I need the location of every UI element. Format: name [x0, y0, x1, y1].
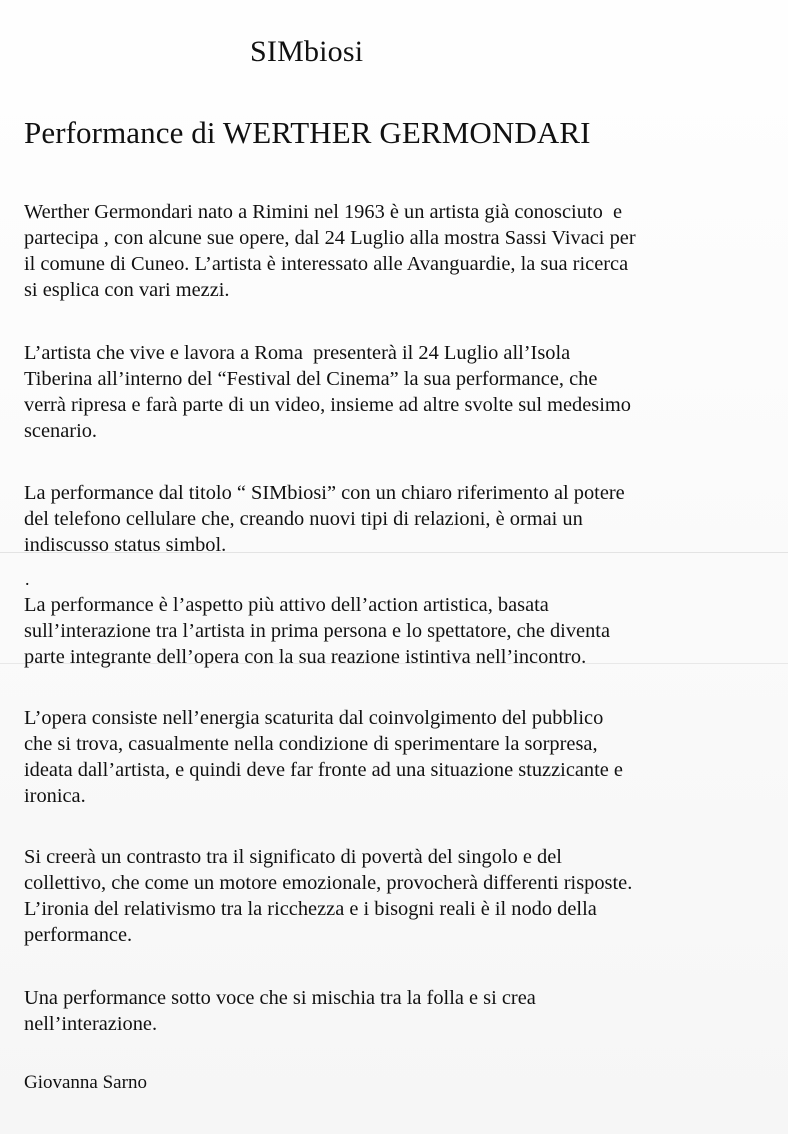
paragraph-6	[24, 844, 772, 948]
paragraph-line: indiscusso status simbol.	[24, 534, 227, 556]
paragraph-2	[24, 340, 772, 444]
paragraph-line: L’artista che vive e lavora a Roma presenterà il 24 Luglio all’Isola	[24, 342, 571, 364]
paragraph-line: parte integrante dell’opera con la sua reazione istintiva nell’incontro.	[24, 646, 587, 668]
paragraph-line: del telefono cellulare che, creando nuovi tipi di relazioni, è ormai un	[24, 508, 583, 530]
document-subtitle: Performance di WERTHER GERMONDARI	[24, 115, 591, 150]
stray-mark: .	[25, 569, 30, 589]
paragraph-line: L’ironia del relativismo tra la ricchezza e i bisogni reali è il nodo della	[24, 898, 597, 920]
paragraph-line: il comune di Cuneo. L’artista è interessato alle Avanguardie, la sua ricerca	[24, 253, 629, 275]
paragraph-line: verrà ripresa e farà parte di un video, insieme ad altre svolte sul medesimo	[24, 394, 631, 416]
paragraph-line: scenario.	[24, 420, 98, 442]
document-title: SIMbiosi	[250, 35, 364, 68]
paragraph-line: ideata dall’artista, e quindi deve far fronte ad una situazione stuzzicante e	[24, 759, 623, 781]
paragraph-line: Una performance sotto voce che si mischia tra la folla e si crea	[24, 987, 536, 1009]
paragraph-3	[24, 480, 772, 558]
paragraph-line: partecipa , con alcune sue opere, dal 24 Luglio alla mostra Sassi Vivaci per	[24, 227, 636, 249]
paragraph-line: si esplica con vari mezzi.	[24, 279, 230, 301]
paragraph-line: collettivo, che come un motore emozionale, provocherà differenti risposte.	[24, 872, 633, 894]
paragraph-line: performance.	[24, 924, 133, 946]
paragraph-7	[24, 985, 772, 1037]
paragraph-4	[24, 592, 772, 670]
paragraph-line: Si creerà un contrasto tra il significato di povertà del singolo e del	[24, 846, 562, 868]
paragraph-line: sull’interazione tra l’artista in prima persona e lo spettatore, che diventa	[24, 620, 611, 642]
paragraph-line: ironica.	[24, 785, 86, 807]
paragraph-line: nell’interazione.	[24, 1013, 158, 1035]
paragraph-line: Werther Germondari nato a Rimini nel 1963 è un artista già conosciuto e	[24, 201, 623, 223]
paragraph-line: La performance dal titolo “ SIMbiosi” con un chiaro riferimento al potere	[24, 482, 625, 504]
paragraph-line: La performance è l’aspetto più attivo dell’action artistica, basata	[24, 594, 549, 616]
signature: Giovanna Sarno	[24, 1072, 147, 1093]
paragraph-line: che si trova, casualmente nella condizione di sperimentare la sorpresa,	[24, 733, 598, 755]
paragraph-5	[24, 705, 772, 809]
paragraph-line: Tiberina all’interno del “Festival del Cinema” la sua performance, che	[24, 368, 598, 390]
paragraph-line: L’opera consiste nell’energia scaturita dal coinvolgimento del pubblico	[24, 707, 604, 729]
paragraph-1	[24, 199, 772, 303]
